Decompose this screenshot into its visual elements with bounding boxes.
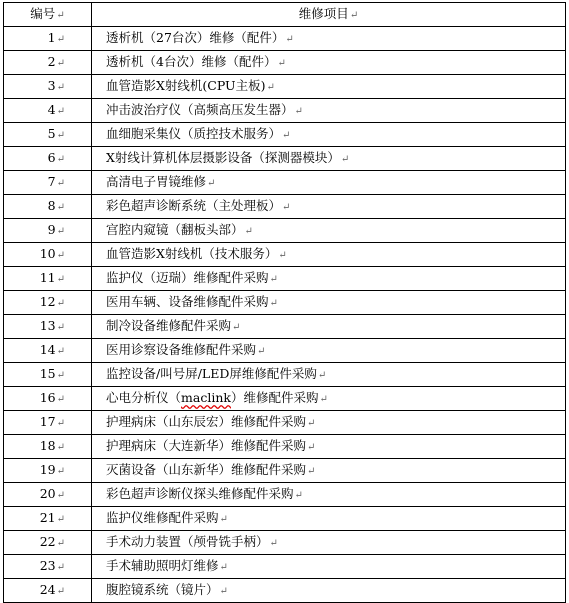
row-item: 监护仪维修配件采购↵ <box>92 507 566 531</box>
row-number: 7↵ <box>4 171 92 195</box>
row-number: 23↵ <box>4 555 92 579</box>
row-item: 透析机（27台次）维修（配件）↵ <box>92 27 566 51</box>
table-row <box>4 75 566 99</box>
paragraph-mark-icon: ↵ <box>56 178 65 189</box>
row-number: 19↵ <box>4 459 92 483</box>
paragraph-mark-icon: ↵ <box>56 466 65 477</box>
paragraph-mark-icon: ↵ <box>56 250 65 261</box>
row-item: 医用车辆、设备维修配件采购↵ <box>92 291 566 315</box>
row-item: 高清电子胃镜维修↵ <box>92 171 566 195</box>
table-row <box>4 195 566 219</box>
row-number: 3↵ <box>4 75 92 99</box>
paragraph-mark-icon: ↵ <box>56 34 65 45</box>
row-number: 13↵ <box>4 315 92 339</box>
paragraph-mark-icon: ↵ <box>244 226 253 237</box>
row-number: 22↵ <box>4 531 92 555</box>
table-row <box>4 99 566 123</box>
paragraph-mark-icon: ↵ <box>56 10 65 21</box>
row-item: 血管造影X射线机（技术服务）↵ <box>92 243 566 267</box>
paragraph-mark-icon: ↵ <box>219 562 228 573</box>
paragraph-mark-icon: ↵ <box>232 322 241 333</box>
table-row <box>4 411 566 435</box>
paragraph-mark-icon: ↵ <box>282 202 291 213</box>
row-number: 2↵ <box>4 51 92 75</box>
table-row <box>4 267 566 291</box>
paragraph-mark-icon: ↵ <box>207 178 216 189</box>
paragraph-mark-icon: ↵ <box>307 442 316 453</box>
row-number: 16↵ <box>4 387 92 411</box>
spellcheck-underline: maclink <box>181 390 231 405</box>
row-number: 9↵ <box>4 219 92 243</box>
paragraph-mark-icon: ↵ <box>56 394 65 405</box>
paragraph-mark-icon: ↵ <box>317 370 327 381</box>
row-item: 透析机（4台次）维修（配件）↵ <box>92 51 566 75</box>
row-number: 15↵ <box>4 363 92 387</box>
paragraph-mark-icon: ↵ <box>56 514 65 525</box>
table-row <box>4 219 566 243</box>
row-number: 12↵ <box>4 291 92 315</box>
table-row <box>4 123 566 147</box>
paragraph-mark-icon: ↵ <box>56 154 65 165</box>
paragraph-mark-icon: ↵ <box>282 130 291 141</box>
table-row <box>4 243 566 267</box>
paragraph-mark-icon: ↵ <box>56 562 65 573</box>
paragraph-mark-icon: ↵ <box>277 58 286 69</box>
table-row <box>4 435 566 459</box>
table-row <box>4 339 566 363</box>
row-item: 监护仪（迈瑞）维修配件采购↵ <box>92 267 566 291</box>
row-item: 血细胞采集仪（质控技术服务）↵ <box>92 123 566 147</box>
table-row <box>4 555 566 579</box>
paragraph-mark-icon: ↵ <box>294 106 303 117</box>
row-item: 护理病床（山东辰宏）维修配件采购↵ <box>92 411 566 435</box>
table-row <box>4 507 566 531</box>
paragraph-mark-icon: ↵ <box>285 34 294 45</box>
paragraph-mark-icon: ↵ <box>56 442 65 453</box>
paragraph-mark-icon: ↵ <box>278 250 287 261</box>
paragraph-mark-icon: ↵ <box>319 394 328 405</box>
paragraph-mark-icon: ↵ <box>257 346 266 357</box>
paragraph-mark-icon: ↵ <box>56 346 65 357</box>
paragraph-mark-icon: ↵ <box>56 322 65 333</box>
paragraph-mark-icon: ↵ <box>349 10 359 21</box>
table-row <box>4 27 566 51</box>
paragraph-mark-icon: ↵ <box>56 298 65 309</box>
paragraph-mark-icon: ↵ <box>56 82 65 93</box>
row-number: 4↵ <box>4 99 92 123</box>
paragraph-mark-icon: ↵ <box>269 274 278 285</box>
paragraph-mark-icon: ↵ <box>269 538 278 549</box>
paragraph-mark-icon: ↵ <box>56 586 65 597</box>
paragraph-mark-icon: ↵ <box>56 226 65 237</box>
table-row <box>4 147 566 171</box>
paragraph-mark-icon: ↵ <box>266 82 275 93</box>
paragraph-mark-icon: ↵ <box>56 202 65 213</box>
paragraph-mark-icon: ↵ <box>56 130 65 141</box>
row-number: 8↵ <box>4 195 92 219</box>
header-number: 编号↵ <box>4 3 92 27</box>
row-item: X射线计算机体层摄影设备（探测器模块）↵ <box>92 147 566 171</box>
table-header-row <box>4 3 566 27</box>
table-row <box>4 291 566 315</box>
table-row <box>4 363 566 387</box>
table-row <box>4 387 566 411</box>
table-row <box>4 579 566 603</box>
row-item: 手术辅助照明灯维修↵ <box>92 555 566 579</box>
row-item: 手术动力装置（颅骨铣手柄）↵ <box>92 531 566 555</box>
paragraph-mark-icon: ↵ <box>56 58 65 69</box>
row-item: 监控设备/叫号屏/LED屏维修配件采购↵ <box>92 363 566 387</box>
row-number: 10↵ <box>4 243 92 267</box>
row-number: 1↵ <box>4 27 92 51</box>
row-item: 制冷设备维修配件采购↵ <box>92 315 566 339</box>
paragraph-mark-icon: ↵ <box>269 298 278 309</box>
paragraph-mark-icon: ↵ <box>56 490 65 501</box>
row-item: 冲击波治疗仪（高频高压发生器）↵ <box>92 99 566 123</box>
paragraph-mark-icon: ↵ <box>307 466 316 477</box>
table-row <box>4 315 566 339</box>
row-item: 灭菌设备（山东新华）维修配件采购↵ <box>92 459 566 483</box>
table-row <box>4 51 566 75</box>
paragraph-mark-icon: ↵ <box>56 106 65 117</box>
row-item: 血管造影X射线机(CPU主板)↵ <box>92 75 566 99</box>
table-row <box>4 531 566 555</box>
table-row <box>4 459 566 483</box>
row-number: 11↵ <box>4 267 92 291</box>
row-number: 17↵ <box>4 411 92 435</box>
paragraph-mark-icon: ↵ <box>340 154 350 165</box>
row-item: 腹腔镜系统（镜片）↵ <box>92 579 566 603</box>
paragraph-mark-icon: ↵ <box>307 418 316 429</box>
row-item: 彩色超声诊断仪探头维修配件采购↵ <box>92 483 566 507</box>
table-row <box>4 483 566 507</box>
table-row <box>4 171 566 195</box>
paragraph-mark-icon: ↵ <box>56 418 65 429</box>
row-item: 医用诊察设备维修配件采购↵ <box>92 339 566 363</box>
row-number: 18↵ <box>4 435 92 459</box>
header-item: 维修项目↵ <box>92 3 566 27</box>
row-item: 心电分析仪（maclink）维修配件采购↵ <box>92 387 566 411</box>
paragraph-mark-icon: ↵ <box>56 370 65 381</box>
row-number: 5↵ <box>4 123 92 147</box>
paragraph-mark-icon: ↵ <box>294 490 303 501</box>
row-number: 21↵ <box>4 507 92 531</box>
paragraph-mark-icon: ↵ <box>219 586 228 597</box>
row-number: 14↵ <box>4 339 92 363</box>
row-number: 6↵ <box>4 147 92 171</box>
paragraph-mark-icon: ↵ <box>56 538 65 549</box>
paragraph-mark-icon: ↵ <box>56 274 65 285</box>
row-number: 20↵ <box>4 483 92 507</box>
row-item: 宫腔内窥镜（翻板头部）↵ <box>92 219 566 243</box>
row-item: 彩色超声诊断系统（主处理板）↵ <box>92 195 566 219</box>
paragraph-mark-icon: ↵ <box>219 514 228 525</box>
row-item: 护理病床（大连新华）维修配件采购↵ <box>92 435 566 459</box>
row-number: 24↵ <box>4 579 92 603</box>
maintenance-items-table <box>3 2 566 603</box>
